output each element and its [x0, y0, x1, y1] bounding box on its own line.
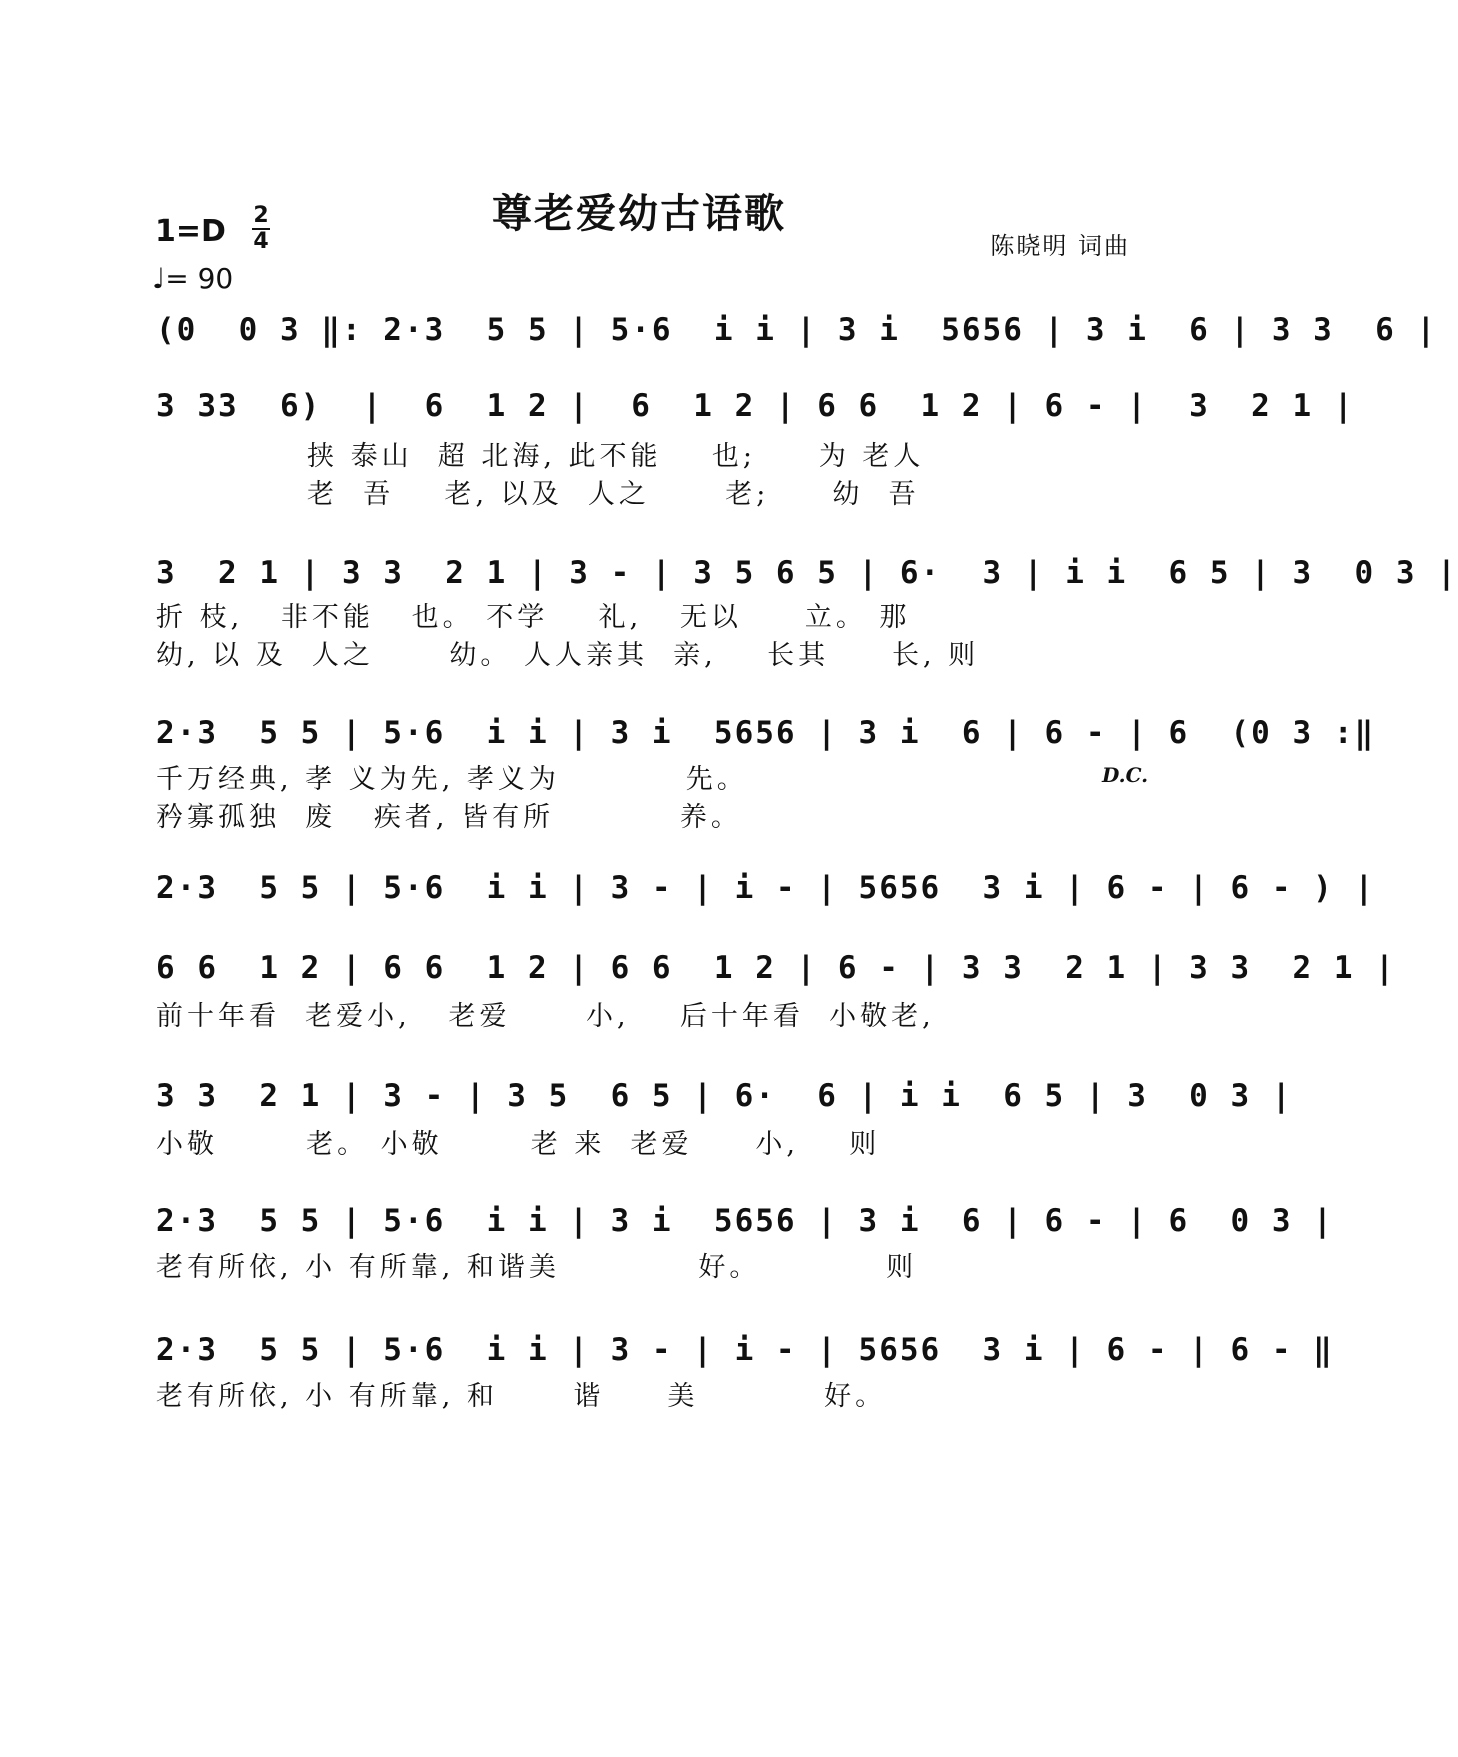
lyric-line: 幼, 以 及 人之 幼。 人人亲其 亲, 长其 长, 则: [156, 640, 980, 671]
lyric-line: 老 吾 老, 以及 人之 老; 幼 吾: [156, 479, 920, 510]
lyric-line: 千万经典, 孝 义为先, 孝义为 先。: [156, 764, 748, 795]
song-title: 尊老爱幼古语歌: [492, 190, 786, 237]
notation-line: 2·3 5 5 | 5·6 i i | 3 i 5656 | 3 i 6 | 6 - | 6 0 3 |: [156, 1203, 1334, 1239]
notation-line: 2·3 5 5 | 5·6 i i | 3 i 5656 | 3 i 6 | 6 - | 6 (0 3 :‖: [156, 715, 1376, 751]
notation-line: 3 2 1 | 3 3 2 1 | 3 - | 3 5 6 5 | 6· 3 | i i 6 5 | 3 0 3 |: [156, 555, 1458, 591]
notation-line: 6 6 1 2 | 6 6 1 2 | 6 6 1 2 | 6 - | 3 3 2 1 | 3 3 2 1 |: [156, 950, 1396, 986]
lyric-line: 老有所依, 小 有所靠, 和 谐 美 好。: [156, 1381, 887, 1412]
meter-bottom: 4: [253, 229, 269, 254]
lyric-line: 小敬 老。 小敬 老 来 老爱 小, 则: [156, 1129, 881, 1160]
lyric-line: 矜寡孤独 废 疾者, 皆有所 养。: [156, 802, 742, 833]
lyric-line: 折 枝, 非不能 也。 不学 礼, 无以 立。 那: [156, 602, 911, 633]
meter-top: 2: [253, 203, 269, 228]
notation-line: 3 33 6) | 6 1 2 | 6 1 2 | 6 6 1 2 | 6 - | 3 2 1 |: [156, 388, 1355, 424]
tempo-marking: ♩= 90: [152, 262, 234, 295]
lyric-line: 老有所依, 小 有所靠, 和谐美 好。 则: [156, 1252, 918, 1283]
key-signature: 1=D: [155, 214, 226, 249]
notation-line: 2·3 5 5 | 5·6 i i | 3 - | i - | 5656 3 i | 6 - | 6 - ‖: [156, 1332, 1334, 1368]
da-capo-mark: D.C.: [1102, 763, 1149, 787]
lyric-line: 挟 泰山 超 北海, 此不能 也; 为 老人: [156, 441, 925, 472]
author-credit: 陈晓明 词曲: [990, 232, 1130, 260]
notation-line: (0 0 3 ‖: 2·3 5 5 | 5·6 i i | 3 i 5656 | 3 i 6 | 3 3 6 |: [156, 312, 1438, 348]
time-signature: [250, 204, 272, 254]
notation-line: 2·3 5 5 | 5·6 i i | 3 - | i - | 5656 3 i | 6 - | 6 - ) |: [156, 870, 1376, 906]
lyric-line: 前十年看 老爱小, 老爱 小, 后十年看 小敬老,: [156, 1001, 935, 1032]
notation-line: 3 3 2 1 | 3 - | 3 5 6 5 | 6· 6 | i i 6 5 | 3 0 3 |: [156, 1078, 1293, 1114]
